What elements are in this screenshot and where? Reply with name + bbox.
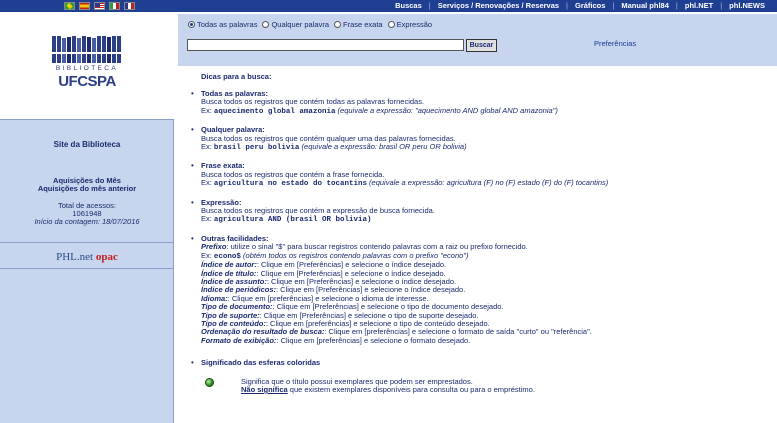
nav-manual[interactable]: Manual phl84	[621, 1, 669, 10]
tip-row-text: : Clique em [Preferências] e selecione o índice desejado.	[256, 268, 446, 278]
tip-row-label: Índice de periódicos:	[201, 285, 277, 295]
search-panel	[178, 14, 777, 66]
tip-example	[201, 107, 774, 116]
prefix-symbol: $	[278, 242, 283, 252]
ex-prefix: Ex:	[201, 250, 214, 260]
search-mode-group	[188, 20, 432, 29]
tip-exact	[189, 162, 774, 188]
visits-label: Total de acessos:	[58, 201, 116, 210]
tip-row-text: : Clique em [Preferências] e selecione o tipo de documento desejado.	[272, 302, 504, 312]
sphere-green-row	[189, 378, 774, 395]
radio-qualquer[interactable]	[262, 20, 329, 29]
search-input[interactable]	[187, 39, 464, 51]
top-bar	[0, 0, 777, 12]
bullet-icon: •	[191, 89, 194, 98]
ex-note: (equivale a expressão: "aquecimento AND global AND amazonia")	[335, 105, 558, 115]
nav-servicos[interactable]: Serviços / Renovações / Reservas	[437, 1, 560, 10]
tip-row-label: Tipo de suporte:	[201, 310, 260, 320]
ex-prefix: Ex:	[201, 142, 214, 152]
nav-buscas[interactable]: Buscas	[395, 1, 422, 10]
tip-row-text: : Clique em [preferências] e selecione o formato desejado.	[276, 335, 471, 345]
bullet-icon: •	[191, 161, 194, 171]
acq-prev-link[interactable]: Aquisições do mês anterior	[37, 184, 137, 193]
tips-title: Dicas para a busca:	[201, 72, 272, 81]
tip-expression	[189, 199, 774, 225]
bullet-icon: •	[191, 197, 194, 207]
tip-all-words	[189, 90, 774, 116]
ex-code: aquecimento global amazonia	[213, 107, 336, 116]
tip-head: Significado das esferas coloridas	[201, 358, 321, 368]
radio-dot[interactable]	[388, 21, 395, 28]
ex-prefix: Ex:	[201, 178, 214, 188]
nav-separator: |	[612, 1, 615, 10]
radio-dot[interactable]	[334, 21, 341, 28]
sidebar-divider	[0, 268, 174, 269]
tip-head: Todas as palavras:	[201, 89, 268, 98]
phl-opac-logo[interactable]	[0, 251, 174, 263]
tip-row-label: Índice de título:	[201, 268, 257, 278]
preferences-link[interactable]: Preferências	[594, 39, 637, 48]
library-logo[interactable]	[0, 12, 174, 120]
it-flag-icon[interactable]	[109, 2, 120, 10]
tip-row-label: Índice de assunto:	[201, 276, 267, 286]
tip-row-text: : Clique em [preferências] e selecione o tipo de conteúdo desejado.	[265, 318, 490, 328]
radio-frase[interactable]	[334, 20, 383, 29]
opac-logo-text: opac	[95, 251, 118, 263]
tip-any-word	[189, 126, 774, 152]
ex-code: econo$	[213, 252, 241, 261]
fr-flag-icon[interactable]	[124, 2, 135, 10]
books-icon	[52, 36, 122, 63]
tip-row-label: Índice de autor:	[201, 260, 257, 270]
tip-other	[189, 235, 774, 345]
prefix-text: : utilize o sinal "	[226, 242, 279, 252]
prefix-label: Prefixo	[201, 242, 227, 252]
nav-separator: |	[675, 1, 678, 10]
tip-head: Qualquer palavra:	[201, 125, 265, 135]
radio-label: Qualquer palavra	[271, 20, 329, 29]
ex-prefix: Ex:	[201, 105, 214, 115]
green-sphere-icon	[205, 378, 214, 387]
tip-desc: Busca todos os registros que contém a expressão de busca fornecida.	[201, 206, 435, 216]
tip-row-text: : Clique em [preferências] e selecione o idioma de interesse.	[227, 293, 429, 303]
top-nav	[388, 1, 772, 10]
nav-separator: |	[566, 1, 568, 10]
search-tips	[189, 72, 774, 394]
prefix-text: " para buscar registros contendo palavras com a raiz ou prefixo fornecido.	[282, 242, 528, 252]
logo-biblioteca-text: BIBLIOTECA	[55, 65, 119, 72]
radio-expressao[interactable]	[388, 20, 432, 29]
br-flag-icon[interactable]	[64, 2, 75, 10]
tip-head: Frase exata:	[201, 161, 245, 171]
tip-row-label: Formato de exibição:	[201, 335, 277, 345]
tip-head: Expressão:	[201, 197, 242, 207]
ex-code: brasil peru bolivia	[213, 144, 300, 153]
tip-example	[201, 179, 774, 188]
tip-row	[201, 337, 774, 345]
phl-logo-text: PHL.net	[56, 251, 94, 263]
acq-month-link[interactable]: Aquisições do Mês	[53, 176, 121, 185]
radio-todas[interactable]	[188, 20, 257, 29]
tip-desc: Busca todos os registros que contém a frase fornecida.	[201, 169, 385, 179]
tip-example	[201, 215, 774, 224]
tip-spheres	[189, 359, 774, 367]
sphere-emphasis: Não significa	[241, 384, 288, 394]
radio-dot[interactable]	[188, 21, 195, 28]
tip-desc: Busca todos os registros que contém todas as palavras fornecidas.	[201, 97, 425, 107]
ex-note: (obtém todos os registros contendo palavras com o prefixo "econo")	[240, 250, 469, 260]
tip-row-label: Tipo de documento:	[201, 302, 273, 312]
radio-dot[interactable]	[262, 21, 269, 28]
radio-label: Expressão	[396, 20, 433, 29]
bullet-icon: •	[191, 125, 194, 135]
tip-row-text: : Clique em [preferências] e selecione o formato de saída "curto" ou "referência".	[324, 327, 592, 337]
radio-label: Todas as palavras	[197, 20, 258, 29]
ex-code: agricultura AND (brasil OR bolivia)	[213, 216, 372, 225]
sphere-desc: Significa que o título possui exemplares que podem ser emprestados.	[241, 376, 473, 386]
bullet-icon: •	[191, 358, 194, 368]
nav-phlnews[interactable]: phl.NEWS	[729, 1, 765, 10]
count-start: Início da contagem: 18/07/2016	[34, 217, 140, 226]
us-flag-icon[interactable]	[94, 2, 105, 10]
nav-phlnet[interactable]: phl.NET	[684, 1, 714, 10]
ex-note: (equivale a expressão: agricultura (F) no (F) estado (F) do (F) tocantins)	[366, 178, 609, 188]
tip-head: Outras facilidades:	[201, 233, 269, 243]
nav-separator: |	[720, 1, 723, 10]
logo-ufcspa-text: UFCSPA	[58, 73, 116, 90]
tip-row-label: Tipo de conteúdo:	[201, 318, 266, 328]
search-button[interactable]: Buscar	[466, 39, 497, 52]
radio-label: Frase exata	[343, 20, 383, 29]
ex-prefix: Ex:	[201, 214, 214, 224]
ex-note: (equivale a expressão: brasil OR peru OR bolivia)	[299, 142, 467, 152]
tip-row-text: : Clique em [Preferências] e selecione o índice desejado.	[256, 260, 447, 270]
nav-graficos[interactable]: Gráficos	[575, 1, 606, 10]
site-link[interactable]: Site da Biblioteca	[53, 140, 121, 149]
ex-code: agricultura no estado do tocantins	[213, 180, 367, 189]
tip-row-text: : Clique em [Preferências] e selecione o índice desejado.	[266, 276, 457, 286]
language-flags	[64, 2, 135, 10]
sidebar-divider	[0, 242, 174, 243]
sphere-desc	[241, 386, 774, 394]
bullet-icon: •	[191, 233, 194, 243]
sphere-text: que existem exemplares disponíveis para consulta ou para o empréstimo.	[287, 384, 535, 394]
tip-desc: Busca todos os registros que contém qualquer uma das palavras fornecidas.	[201, 133, 456, 143]
tip-example	[201, 143, 774, 152]
sidebar	[0, 12, 174, 423]
tip-row-text: : Clique em [Preferências] e selecione o índice desejado.	[276, 285, 466, 295]
shelf-divider	[52, 52, 122, 54]
tip-row-label: Idioma:	[201, 293, 228, 303]
tip-row-text: : Clique em [Preferências] e selecione o tipo de suporte desejado.	[259, 310, 479, 320]
visits-value: 1061948	[72, 209, 102, 218]
nav-separator: |	[428, 1, 431, 10]
es-flag-icon[interactable]	[79, 2, 90, 10]
tip-row-label: Ordenação do resultado de busca:	[201, 327, 325, 337]
